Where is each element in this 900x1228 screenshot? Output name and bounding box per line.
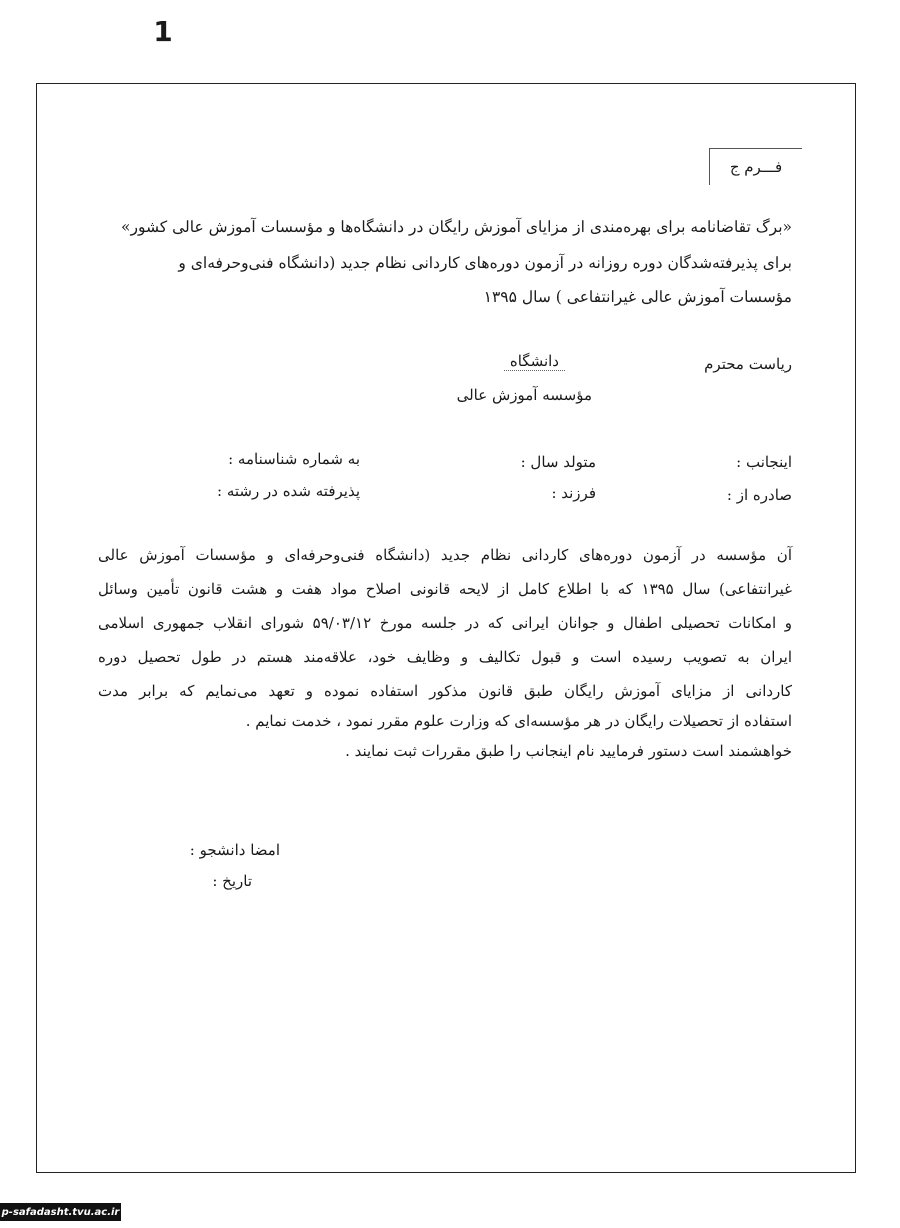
issued-from-field: صادره از : <box>726 486 792 504</box>
title-line-1: «برگ تقاضانامه برای بهره‌مندی از مزایای آموزش رایگان در دانشگاه‌ها و مؤسسات آموزش عالی کشور» <box>121 218 792 236</box>
institute-label: مؤسسه آموزش عالی <box>456 386 592 404</box>
id-number-field: به شماره شناسنامه : <box>228 450 360 468</box>
date-label: تاریخ : <box>212 872 252 890</box>
body-line-7: خواهشمند است دستور فرمایید نام اینجانب را طبق مقررات ثبت نمایند . <box>345 742 792 760</box>
page-number: 1 <box>153 14 173 48</box>
salutation: ریاست محترم <box>704 355 792 373</box>
title-line-3: مؤسسات آموزش عالی غیرانتفاعی ) سال ۱۳۹۵ <box>483 288 792 306</box>
major-field: پذیرفته شده در رشته : <box>217 482 360 500</box>
body-line-2: غیرانتفاعی) سال ۱۳۹۵ که با اطلاع کامل از لایحه قانونی اصلاح مواد هفت و هشت قانون تأمین وسائل <box>98 580 793 598</box>
child-of-field: فرزند : <box>551 484 596 502</box>
birth-year-field: متولد سال : <box>520 453 596 471</box>
footer-watermark: p-safadasht.tvu.ac.ir <box>0 1203 121 1221</box>
body-line-3: و امکانات تحصیلی اطفال و جوانان ایرانی که در جلسه مورخ ۵۹/۰۳/۱۲ شورای انقلاب جمهوری اسلامی <box>98 614 792 632</box>
title-line-2: برای پذیرفته‌شدگان دوره روزانه در آزمون دوره‌های کاردانی نظام جدید (دانشگاه فنی‌وحرفه‌ای و <box>178 254 792 272</box>
applicant-field: اینجانب : <box>736 453 792 471</box>
body-line-4: ایران به تصویب رسیده است و قبول تکالیف و وظایف خود، علاقه‌مند هستم در طول تحصیل دوره <box>98 648 792 666</box>
body-line-1: آن مؤسسه در آزمون دوره‌های کاردانی نظام جدید (دانشگاه فنی‌وحرفه‌ای و مؤسسات آموزش عالی <box>98 546 792 564</box>
student-signature-label: امضا دانشجو : <box>189 841 280 859</box>
form-label: فـــرم ج <box>709 148 802 185</box>
body-line-6: استفاده از تحصیلات رایگان در هر مؤسسه‌ای که وزارت علوم مقرر نمود ، خدمت نمایم . <box>245 712 792 730</box>
university-label: دانشگاه <box>504 352 565 371</box>
body-line-5: کاردانی از مزایای آموزش رایگان طبق قانون مذکور استفاده نموده و تعهد می‌نمایم که برابر مدت <box>98 682 792 700</box>
